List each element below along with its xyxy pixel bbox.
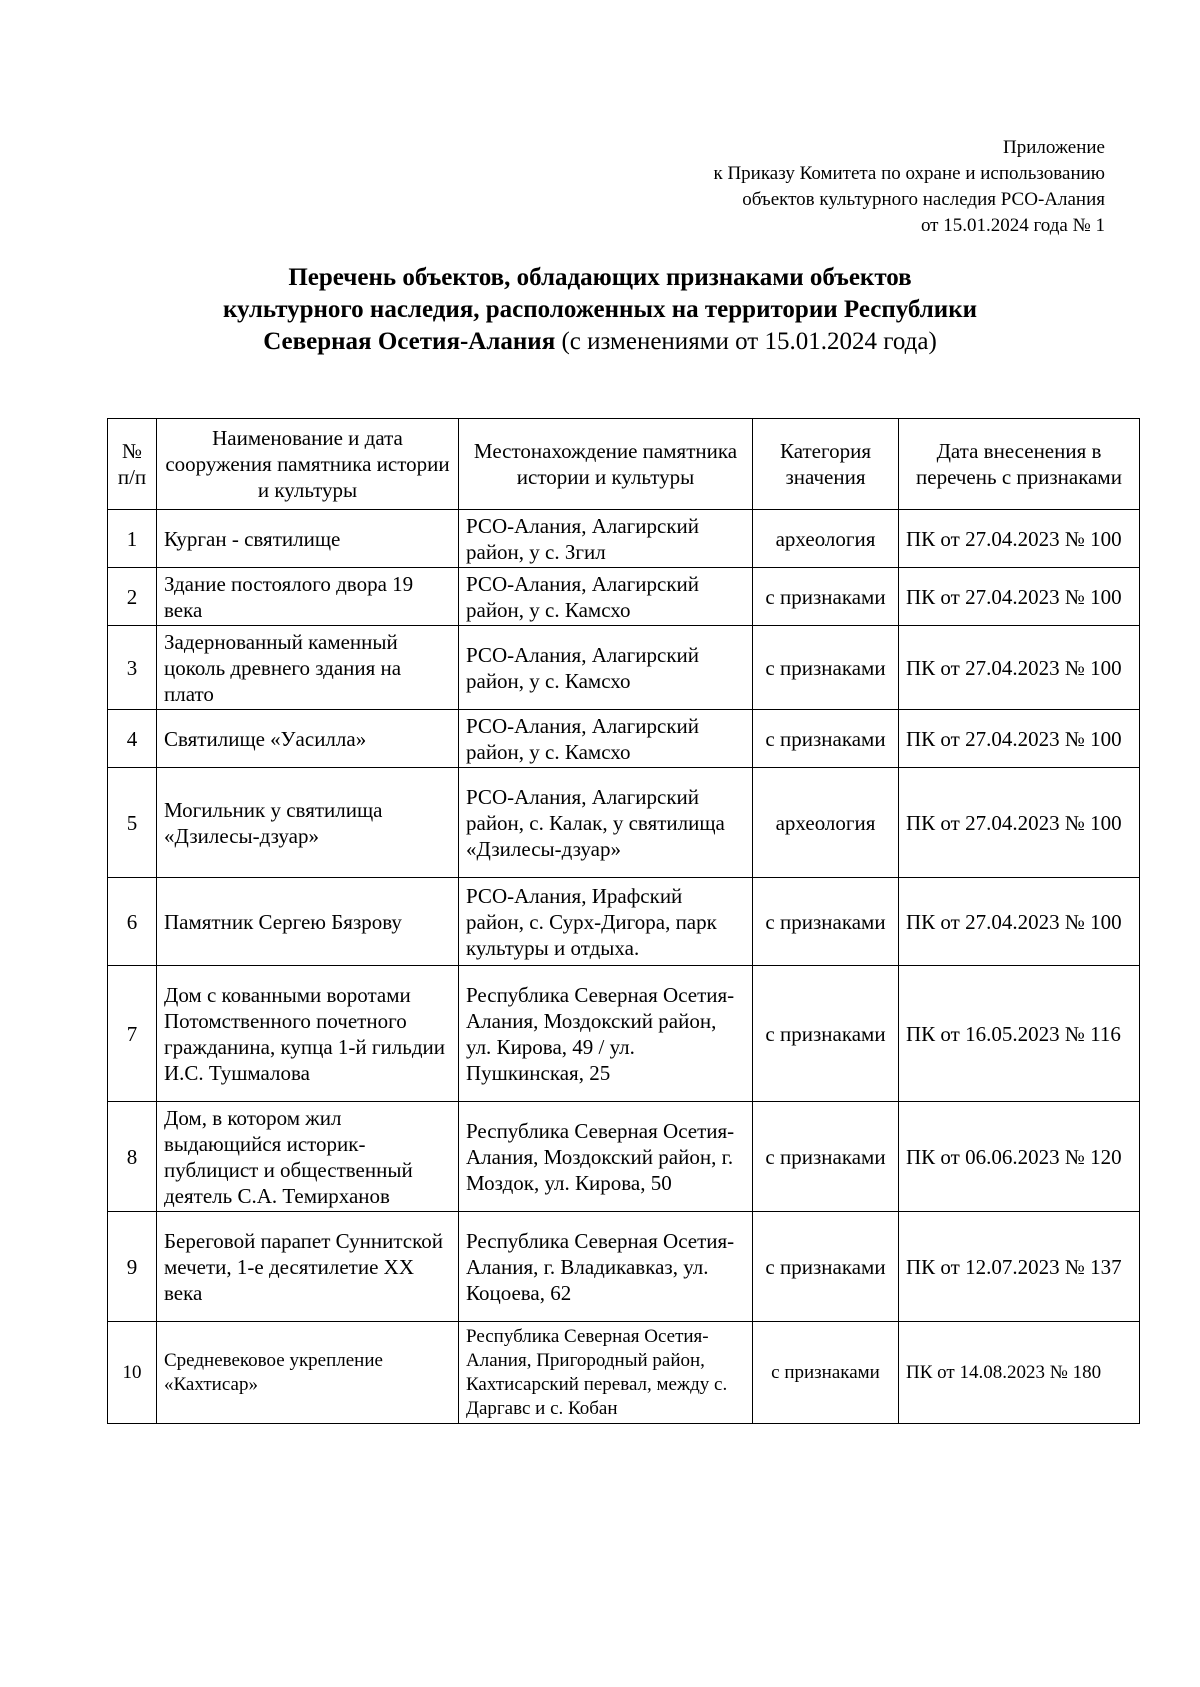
- cell-category: с признаками: [753, 1322, 899, 1424]
- heritage-objects-table: [107, 418, 1140, 1424]
- table-header-row: [108, 419, 1140, 510]
- cell-num: 7: [108, 966, 157, 1102]
- title-line-3: [100, 326, 1100, 358]
- cell-date: ПК от 27.04.2023 № 100: [899, 768, 1140, 878]
- cell-category: с признаками: [753, 1102, 899, 1212]
- cell-num: 2: [108, 568, 157, 626]
- cell-date: ПК от 27.04.2023 № 100: [899, 510, 1140, 568]
- cell-category: с признаками: [753, 966, 899, 1102]
- cell-category: с признаками: [753, 710, 899, 768]
- cell-location: РСО-Алания, Алагирский район, с. Калак, у святилища «Дзилесы-дзуар»: [459, 768, 753, 878]
- cell-location: Республика Северная Осетия-Алания, Пригородный район, Кахтисарский перевал, между с. Даргавс и с. Кобан: [459, 1322, 753, 1424]
- table-row: [108, 768, 1140, 878]
- cell-location: РСО-Алания, Алагирский район, у с. Камсхо: [459, 568, 753, 626]
- cell-category: с признаками: [753, 1212, 899, 1322]
- cell-category: археология: [753, 768, 899, 878]
- cell-name: Памятник Сергею Бязрову: [157, 878, 459, 966]
- cell-location: РСО-Алания, Алагирский район, у с. Камсхо: [459, 710, 753, 768]
- cell-num: 4: [108, 710, 157, 768]
- cell-name: Дом, в котором жил выдающийся историк-публицист и общественный деятель С.А. Темирханов: [157, 1102, 459, 1212]
- cell-location: Республика Северная Осетия-Алания, г. Владикавказ, ул. Коцоева, 62: [459, 1212, 753, 1322]
- title-line-2: культурного наследия, расположенных на территории Республики: [222, 296, 978, 323]
- table-row: [108, 966, 1140, 1102]
- table-row: [108, 568, 1140, 626]
- cell-category: археология: [753, 510, 899, 568]
- cell-num: 9: [108, 1212, 157, 1322]
- cell-name: Береговой парапет Суннитской мечети, 1-е десятилетие XX века: [157, 1212, 459, 1322]
- cell-category: с признаками: [753, 878, 899, 966]
- cell-num: 6: [108, 878, 157, 966]
- table-row: [108, 710, 1140, 768]
- cell-date: ПК от 16.05.2023 № 116: [899, 966, 1140, 1102]
- table-body: [108, 510, 1140, 1424]
- cell-location: Республика Северная Осетия-Алания, Моздокский район, ул. Кирова, 49 / ул. Пушкинская, 25: [459, 966, 753, 1102]
- cell-date: ПК от 27.04.2023 № 100: [899, 878, 1140, 966]
- cell-date: ПК от 14.08.2023 № 180: [899, 1322, 1140, 1424]
- cell-num: 5: [108, 768, 157, 878]
- cell-num: 3: [108, 626, 157, 710]
- title-line-3-region: Северная Осетия-Алания: [263, 328, 556, 355]
- table-row: [108, 878, 1140, 966]
- cell-num: 1: [108, 510, 157, 568]
- header-name: Наименование и дата сооружения памятника истории и культуры: [157, 419, 459, 510]
- header-location: Местонахождение памятника истории и культуры: [459, 419, 753, 510]
- table-row: [108, 626, 1140, 710]
- cell-date: ПК от 06.06.2023 № 120: [899, 1102, 1140, 1212]
- cell-date: ПК от 27.04.2023 № 100: [899, 710, 1140, 768]
- cell-name: Дом с кованными воротами Потомственного почетного гражданина, купца 1-й гильдии И.С. Тушмалова: [157, 966, 459, 1102]
- cell-name: Задернованный каменный цоколь древнего здания на плато: [157, 626, 459, 710]
- cell-date: ПК от 27.04.2023 № 100: [899, 568, 1140, 626]
- cell-category: с признаками: [753, 626, 899, 710]
- header-num: № п/п: [108, 419, 157, 510]
- appendix-line-4: от 15.01.2024 года № 1: [920, 215, 1105, 236]
- table-row: [108, 510, 1140, 568]
- cell-category: с признаками: [753, 568, 899, 626]
- table-header: [108, 419, 1140, 510]
- cell-date: ПК от 12.07.2023 № 137: [899, 1212, 1140, 1322]
- cell-location: РСО-Алания, Алагирский район, у с. Камсхо: [459, 626, 753, 710]
- table-row: [108, 1322, 1140, 1424]
- header-category: Категория значения: [753, 419, 899, 510]
- cell-num: 8: [108, 1102, 157, 1212]
- document-title: [100, 262, 1100, 358]
- table-row: [108, 1102, 1140, 1212]
- cell-num: 10: [108, 1322, 157, 1424]
- appendix-line-2: к Приказу Комитета по охране и использованию: [713, 163, 1105, 184]
- appendix-line-3: объектов культурного наследия РСО-Алания: [742, 189, 1105, 210]
- cell-name: Здание постоялого двора 19 века: [157, 568, 459, 626]
- cell-name: Могильник у святилища «Дзилесы-дзуар»: [157, 768, 459, 878]
- cell-date: ПК от 27.04.2023 № 100: [899, 626, 1140, 710]
- cell-location: РСО-Алания, Ирафский район, с. Сурх-Дигора, парк культуры и отдыха.: [459, 878, 753, 966]
- cell-location: РСО-Алания, Алагирский район, у с. Згил: [459, 510, 753, 568]
- table-row: [108, 1212, 1140, 1322]
- cell-location: Республика Северная Осетия-Алания, Моздокский район, г. Моздок, ул. Кирова, 50: [459, 1102, 753, 1212]
- appendix-header: [465, 135, 1105, 239]
- title-line-3-changes: (с изменениями от 15.01.2024 года): [561, 328, 937, 355]
- appendix-line-1: Приложение: [1003, 137, 1105, 158]
- title-line-1: Перечень объектов, обладающих признаками объектов: [288, 264, 912, 291]
- cell-name: Средневековое укрепление «Кахтисар»: [157, 1322, 459, 1424]
- header-date: Дата внесенения в перечень с признаками: [899, 419, 1140, 510]
- cell-name: Святилище «Уасилла»: [157, 710, 459, 768]
- cell-name: Курган - святилище: [157, 510, 459, 568]
